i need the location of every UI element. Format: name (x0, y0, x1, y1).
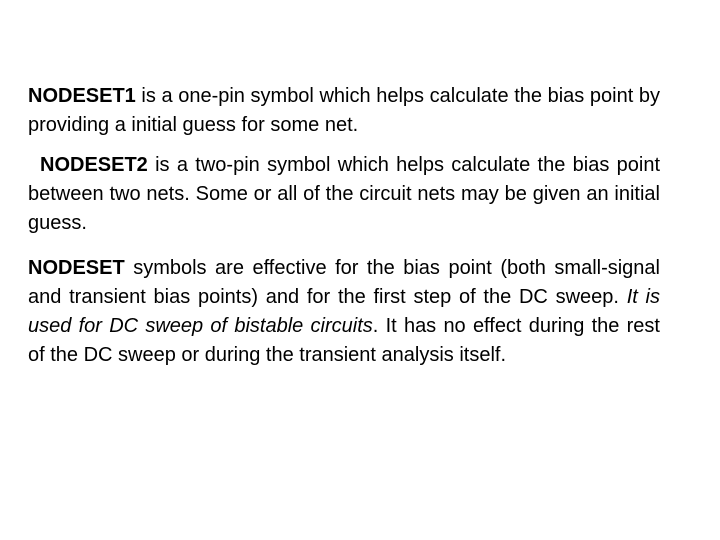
nodeset-keyword: NODESET (28, 257, 125, 279)
nodeset1-keyword: NODESET1 (28, 85, 136, 107)
paragraph-nodeset (28, 254, 660, 370)
nodeset-description-end: . It has no effect during the rest of the DC sweep or during the transient analysis itself. (28, 315, 660, 366)
nodeset1-description: is a one-pin symbol which helps calculate the bias point by providing a initial guess for some net. (28, 85, 660, 136)
paragraph-nodeset2 (28, 151, 660, 238)
nodeset-italic-note: It is used for DC sweep of bistable circuits (28, 286, 660, 337)
paragraph-nodeset1 (28, 82, 660, 140)
nodeset2-description: is a two-pin symbol which helps calculate the bias point between two nets. Some or all of the circuit nets may be given an initial guess. (28, 154, 660, 234)
nodeset2-keyword: NODESET2 (40, 154, 148, 176)
nodeset-description: symbols are effective for the bias point (both small-signal and transient bias points) and for the first step of the DC sweep. (28, 257, 660, 308)
